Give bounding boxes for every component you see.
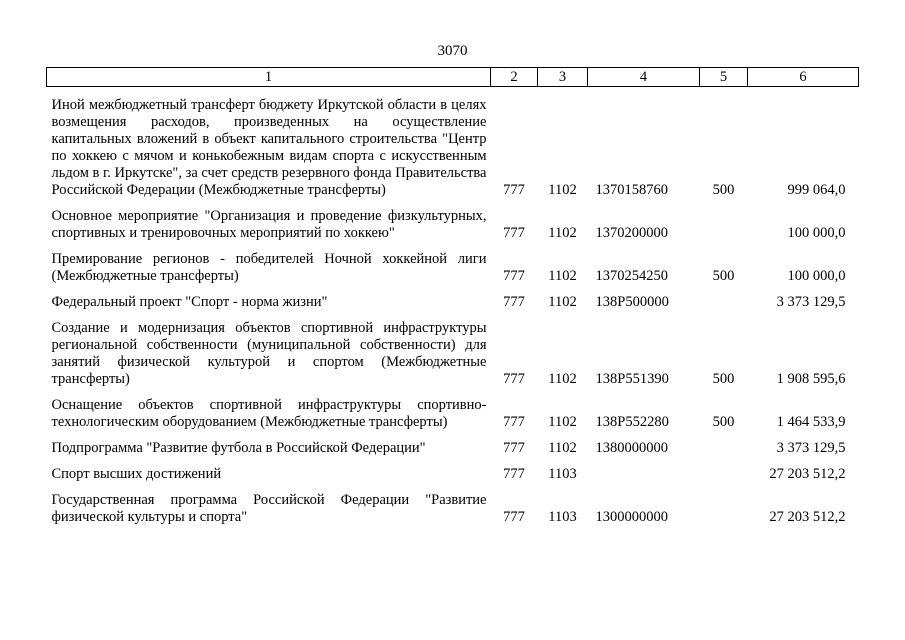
row-expense-type [700,483,748,526]
row-ministry-code: 777 [503,440,525,456]
row-target-article [588,457,700,483]
table-row [47,457,859,483]
row-description: Федеральный проект "Спорт - норма жизни" [51,294,328,310]
row-section-code: 1102 [548,182,577,198]
table-row [47,483,859,526]
row-section-code: 1102 [548,440,577,456]
row-amount: 3 373 129,5 [776,294,846,310]
row-description: Государственная программа Российской Федерации "Развитие физической культуры и спорта" [51,492,487,525]
row-expense-type: 500 [712,268,735,284]
row-ministry-code: 777 [503,294,525,310]
row-expense-type: 500 [712,414,735,430]
row-expense-type [700,431,748,457]
row-expense-type [700,199,748,242]
header-col-6: 6 [748,68,859,87]
row-amount: 27 203 512,2 [769,509,846,525]
row-ministry-code: 777 [503,466,525,482]
row-section-code: 1102 [548,268,577,284]
row-amount: 999 064,0 [787,182,846,198]
row-target-article: 138P552280 [595,414,669,430]
page-number: 3070 [437,43,468,59]
row-target-article: 1370200000 [595,225,668,241]
row-expense-type [700,285,748,311]
row-amount: 3 373 129,5 [776,440,846,456]
table-row [47,285,859,311]
row-target-article: 1370158760 [595,182,668,198]
row-ministry-code: 777 [503,182,525,198]
row-ministry-code: 777 [503,225,525,241]
row-section-code: 1102 [548,294,577,310]
row-section-code: 1102 [548,225,577,241]
header-col-1: 1 [47,68,491,87]
row-description: Спорт высших достижений [51,466,222,482]
row-target-article: 138P551390 [595,371,669,387]
row-expense-type [700,457,748,483]
row-description: Создание и модернизация объектов спортивной инфраструктуры региональной собственности (муниципальной собственности) для занятий физической культурой и спортом (Межбюджетные трансферты) [51,320,487,387]
row-expense-type: 500 [712,182,735,198]
row-amount: 100 000,0 [787,268,846,284]
row-ministry-code: 777 [503,371,525,387]
table-header-row [47,68,859,87]
header-col-2: 2 [491,68,538,87]
row-section-code: 1102 [548,371,577,387]
row-description: Подпрограмма "Развитие футбола в Российской Федерации" [51,440,426,456]
row-description: Иной межбюджетный трансферт бюджету Иркутской области в целях возмещения расходов, произведенных на осуществление капитальных вложений в объект капитального строительства "Центр по хоккею с мячом и конькобежным видам спорта с искусственным льдом в г. Иркутске", за счет средств резервного фонда Правительства Российской Федерации (Межбюджетные трансферты) [51,97,487,198]
row-ministry-code: 777 [503,509,525,525]
row-section-code: 1102 [548,414,577,430]
row-description: Основное мероприятие "Организация и проведение физкультурных, спортивных и тренировочных мероприятий по хоккею" [51,208,487,241]
row-target-article: 138P500000 [595,294,669,310]
row-ministry-code: 777 [503,414,525,430]
row-target-article: 1380000000 [595,440,668,456]
table-row [47,311,859,388]
row-expense-type: 500 [712,371,735,387]
table-row [47,87,859,200]
row-section-code: 1103 [548,509,577,525]
row-amount: 100 000,0 [787,225,846,241]
budget-table [46,67,859,526]
row-section-code: 1103 [548,466,577,482]
row-target-article: 1300000000 [595,509,668,525]
header-col-5: 5 [700,68,748,87]
row-target-article: 1370254250 [595,268,668,284]
row-ministry-code: 777 [503,268,525,284]
row-amount: 27 203 512,2 [769,466,846,482]
table-row [47,199,859,242]
row-description: Премирование регионов - победителей Ночной хоккейной лиги (Межбюджетные трансферты) [51,251,487,284]
table-row [47,388,859,431]
table-row [47,431,859,457]
row-amount: 1 464 533,9 [776,414,846,430]
header-col-3: 3 [538,68,588,87]
row-amount: 1 908 595,6 [776,371,846,387]
header-col-4: 4 [588,68,700,87]
row-description: Оснащение объектов спортивной инфраструктуры спортивно-технологическим оборудованием (Межбюджетные трансферты) [51,397,487,430]
table-row [47,242,859,285]
